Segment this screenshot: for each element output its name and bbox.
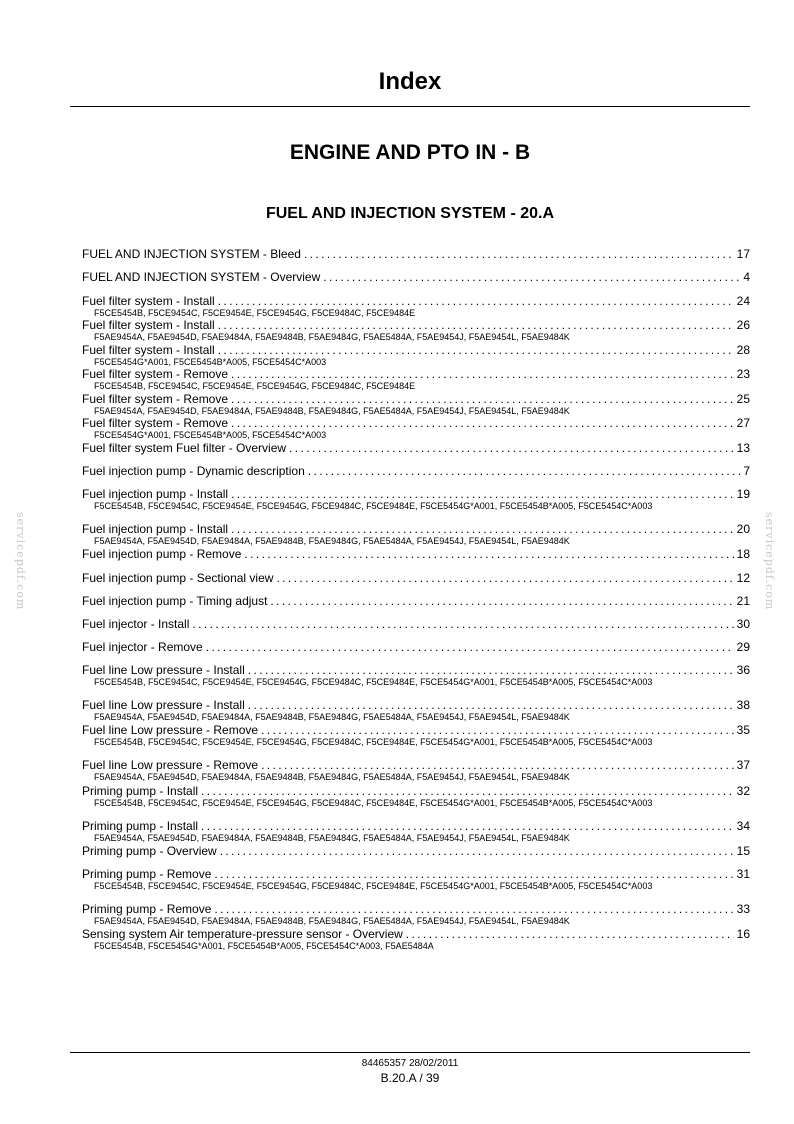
index-entry-page: 23: [736, 367, 750, 381]
dot-leader: [261, 723, 734, 737]
index-entry-label: Fuel injector - Install: [82, 617, 190, 631]
index-entry[interactable]: [82, 927, 750, 952]
index-entry-label: Fuel injection pump - Remove: [82, 547, 242, 561]
index-entry-label: Fuel filter system - Remove: [82, 392, 229, 406]
index-entry-page: 28: [736, 343, 750, 357]
index-entry-line: [82, 927, 750, 941]
index-entry-label: Fuel filter system - Install: [82, 294, 215, 308]
index-entry[interactable]: [82, 819, 750, 844]
index-entry[interactable]: [82, 487, 750, 512]
index-entry[interactable]: [82, 663, 750, 688]
index-entry-line: [82, 343, 750, 357]
index-entry-label: Fuel line Low pressure - Install: [82, 663, 245, 677]
index-entry[interactable]: [82, 416, 750, 441]
index-entry-page: 17: [736, 247, 750, 261]
index-entry-page: 32: [736, 784, 750, 798]
index-entry-label: Fuel filter system - Install: [82, 318, 215, 332]
index-entry-line: [82, 784, 750, 798]
index-entry[interactable]: [82, 547, 750, 561]
index-entry-line: [82, 392, 750, 406]
index-entry-page: 35: [736, 723, 750, 737]
index-entry-label: Fuel line Low pressure - Remove: [82, 758, 259, 772]
index-entry-models: F5CE5454B, F5CE5454G*A001, F5CE5454B*A005, F5CE5454C*A003, F5AE5484A: [94, 941, 434, 951]
index-entry[interactable]: [82, 464, 750, 478]
index-entry[interactable]: [82, 723, 750, 748]
dot-leader: [218, 343, 734, 357]
dot-leader: [192, 617, 733, 631]
index-entry-models: F5CE5454B, F5CE9454C, F5CE9454E, F5CE9454G, F5CE9484C, F5CE9484E: [94, 308, 416, 318]
index-entry[interactable]: [82, 640, 750, 654]
index-entry-models: F5CE5454B, F5CE9454C, F5CE9454E, F5CE9454G, F5CE9484C, F5CE9484E, F5CE5454G*A001, F5CE5454B*A005, F5CE5454C*A003: [94, 501, 653, 511]
index-entry-models: F5CE5454G*A001, F5CE5454B*A005, F5CE5454C*A003: [94, 430, 327, 440]
index-entry-line: [82, 758, 750, 772]
index-entry-models: F5AE9454A, F5AE9454D, F5AE9484A, F5AE9484B, F5AE9484G, F5AE5484A, F5AE9454J, F5AE9454L, F5AE9484K: [94, 406, 570, 416]
index-entry-page: 4: [743, 270, 750, 284]
footer-document-id: 84465357 28/02/2011: [361, 1058, 459, 1069]
index-entry-page: 26: [736, 318, 750, 332]
index-entry-label: Fuel filter system Fuel filter - Overview: [82, 441, 287, 455]
index-entry-page: 24: [736, 294, 750, 308]
index-entry[interactable]: [82, 392, 750, 417]
index-entry-models: F5AE9454A, F5AE9454D, F5AE9484A, F5AE9484B, F5AE9484G, F5AE5484A, F5AE9454J, F5AE9454L, F5AE9484K: [94, 536, 570, 546]
index-entry-line: [82, 522, 750, 536]
index-entry-page: 29: [736, 640, 750, 654]
index-entry[interactable]: [82, 343, 750, 368]
index-entry-page: 37: [736, 758, 750, 772]
footer-divider: [70, 1052, 750, 1053]
index-entry-label: Fuel injection pump - Dynamic description: [82, 464, 305, 478]
index-entry-line: [82, 844, 750, 858]
index-entry-page: 20: [736, 522, 750, 536]
index-entry-line: [82, 867, 750, 881]
index-entry-page: 7: [743, 464, 750, 478]
index-entry-label: Fuel line Low pressure - Remove: [82, 723, 259, 737]
index-entry[interactable]: [82, 844, 750, 858]
dot-leader: [201, 819, 734, 833]
index-entry-label: Fuel filter system - Install: [82, 343, 215, 357]
index-entry-line: [82, 294, 750, 308]
index-entry-models: F5CE5454B, F5CE9454C, F5CE9454E, F5CE9454G, F5CE9484C, F5CE9484E, F5CE5454G*A001, F5CE5454B*A005, F5CE5454C*A003: [94, 737, 653, 747]
index-entry-line: [82, 617, 750, 631]
index-entry-line: [82, 464, 750, 478]
dot-leader: [231, 416, 734, 430]
index-entry[interactable]: [82, 571, 750, 585]
index-entry-label: FUEL AND INJECTION SYSTEM - Overview: [82, 270, 321, 284]
index-entry-label: Fuel injection pump - Install: [82, 487, 229, 501]
index-entry-page: 12: [736, 571, 750, 585]
index-entry-models: F5CE5454B, F5CE9454C, F5CE9454E, F5CE9454G, F5CE9484C, F5CE9484E, F5CE5454G*A001, F5CE5454B*A005, F5CE5454C*A003: [94, 677, 653, 687]
index-entry-line: [82, 441, 750, 455]
dot-leader: [201, 784, 734, 798]
dot-leader: [308, 464, 741, 478]
dot-leader: [244, 547, 733, 561]
index-entry-line: [82, 270, 750, 284]
index-entry-page: 36: [736, 663, 750, 677]
index-entry-page: 31: [736, 867, 750, 881]
index-entry-label: Priming pump - Install: [82, 784, 199, 798]
index-entry[interactable]: [82, 318, 750, 343]
index-entry-line: [82, 819, 750, 833]
index-entry-line: [82, 318, 750, 332]
index-entry-models: F5AE9454A, F5AE9454D, F5AE9484A, F5AE9484B, F5AE9484G, F5AE5484A, F5AE9454J, F5AE9454L, F5AE9484K: [94, 833, 570, 843]
index-entry-page: 15: [736, 844, 750, 858]
index-entry-models: F5AE9454A, F5AE9454D, F5AE9484A, F5AE9484B, F5AE9484G, F5AE5484A, F5AE9454J, F5AE9454L, F5AE9484K: [94, 332, 570, 342]
header-divider: [70, 106, 750, 107]
index-entry-label: Fuel filter system - Remove: [82, 416, 229, 430]
index-entry-models: F5CE5454B, F5CE9454C, F5CE9454E, F5CE9454G, F5CE9484C, F5CE9484E, F5CE5454G*A001, F5CE5454B*A005, F5CE5454C*A003: [94, 881, 653, 891]
index-entry-label: Fuel injection pump - Install: [82, 522, 229, 536]
dot-leader: [270, 594, 733, 608]
index-entry-page: 33: [736, 902, 750, 916]
index-entry-label: Priming pump - Remove: [82, 902, 212, 916]
index-entry-models: F5AE9454A, F5AE9454D, F5AE9484A, F5AE9484B, F5AE9484G, F5AE5484A, F5AE9454J, F5AE9454L, F5AE9484K: [94, 712, 570, 722]
page-title: Index: [378, 68, 442, 95]
index-entry-models: F5AE9454A, F5AE9454D, F5AE9484A, F5AE9484B, F5AE9484G, F5AE5484A, F5AE9454J, F5AE9454L, F5AE9484K: [94, 772, 570, 782]
dot-leader: [214, 902, 733, 916]
index-entry-line: [82, 547, 750, 561]
index-entry-label: Fuel filter system - Remove: [82, 367, 229, 381]
index-entry-models: F5CE5454G*A001, F5CE5454B*A005, F5CE5454C*A003: [94, 357, 327, 367]
index-entry-line: [82, 247, 750, 261]
dot-leader: [261, 758, 734, 772]
index-entry-line: [82, 367, 750, 381]
footer-page-number: B.20.A / 39: [380, 1071, 440, 1085]
index-entry-page: 19: [736, 487, 750, 501]
index-entry-label: Fuel line Low pressure - Install: [82, 698, 245, 712]
dot-leader: [248, 698, 734, 712]
dot-leader: [323, 270, 740, 284]
index-entry[interactable]: [82, 758, 750, 783]
index-entry-line: [82, 594, 750, 608]
dot-leader: [231, 392, 734, 406]
index-entry-line: [82, 416, 750, 430]
index-entry-label: FUEL AND INJECTION SYSTEM - Bleed: [82, 247, 301, 261]
chapter-heading: ENGINE AND PTO IN - B: [289, 141, 531, 164]
index-entry[interactable]: [82, 594, 750, 608]
index-entry-line: [82, 698, 750, 712]
section-heading: FUEL AND INJECTION SYSTEM - 20.A: [265, 205, 555, 222]
dot-leader: [276, 571, 733, 585]
index-entry[interactable]: [82, 902, 750, 927]
index-entry-line: [82, 571, 750, 585]
dot-leader: [304, 247, 734, 261]
index-entry-page: 30: [736, 617, 750, 631]
index-entry[interactable]: [82, 698, 750, 723]
index-entry-label: Priming pump - Install: [82, 819, 199, 833]
dot-leader: [220, 844, 734, 858]
index-entry-label: Priming pump - Overview: [82, 844, 217, 858]
index-entry[interactable]: [82, 367, 750, 392]
index-entry-page: 27: [736, 416, 750, 430]
index-entry-line: [82, 663, 750, 677]
watermark-left: servicepdf.com: [14, 512, 27, 611]
dot-leader: [231, 522, 734, 536]
index-entry[interactable]: [82, 784, 750, 809]
index-entry-page: 21: [736, 594, 750, 608]
dot-leader: [218, 318, 734, 332]
index-entry-label: Fuel injection pump - Sectional view: [82, 571, 274, 585]
index-entry[interactable]: [82, 247, 750, 261]
dot-leader: [289, 441, 734, 455]
dot-leader: [231, 367, 734, 381]
index-entry-line: [82, 640, 750, 654]
index-entry-page: 18: [736, 547, 750, 561]
dot-leader: [248, 663, 734, 677]
index-entry-label: Fuel injection pump - Timing adjust: [82, 594, 268, 608]
index-entry-models: F5CE5454B, F5CE9454C, F5CE9454E, F5CE9454G, F5CE9484C, F5CE9484E: [94, 381, 416, 391]
index-entry-line: [82, 487, 750, 501]
index-entry[interactable]: [82, 441, 750, 455]
index-entry-label: Fuel injector - Remove: [82, 640, 203, 654]
index-entry[interactable]: [82, 270, 750, 284]
index-entry-page: 34: [736, 819, 750, 833]
index-entry-line: [82, 902, 750, 916]
index-entry[interactable]: [82, 294, 750, 319]
watermark-right: servicepdf.com: [763, 512, 776, 611]
index-entry[interactable]: [82, 522, 750, 547]
dot-leader: [206, 640, 734, 654]
dot-leader: [231, 487, 734, 501]
index-entry-page: 16: [736, 927, 750, 941]
index-entry[interactable]: [82, 617, 750, 631]
index-entry-label: Sensing system Air temperature-pressure sensor - Overview: [82, 927, 403, 941]
index-entry-page: 38: [736, 698, 750, 712]
index-entry-label: Priming pump - Remove: [82, 867, 212, 881]
index-entry-page: 25: [736, 392, 750, 406]
dot-leader: [406, 927, 734, 941]
index-entry-models: F5AE9454A, F5AE9454D, F5AE9484A, F5AE9484B, F5AE9484G, F5AE5484A, F5AE9454J, F5AE9454L, F5AE9484K: [94, 916, 570, 926]
index-entry-line: [82, 723, 750, 737]
index-entry-page: 13: [736, 441, 750, 455]
dot-leader: [218, 294, 734, 308]
dot-leader: [214, 867, 733, 881]
index-entry-models: F5CE5454B, F5CE9454C, F5CE9454E, F5CE9454G, F5CE9484C, F5CE9484E, F5CE5454G*A001, F5CE5454B*A005, F5CE5454C*A003: [94, 798, 653, 808]
index-entry[interactable]: [82, 867, 750, 892]
